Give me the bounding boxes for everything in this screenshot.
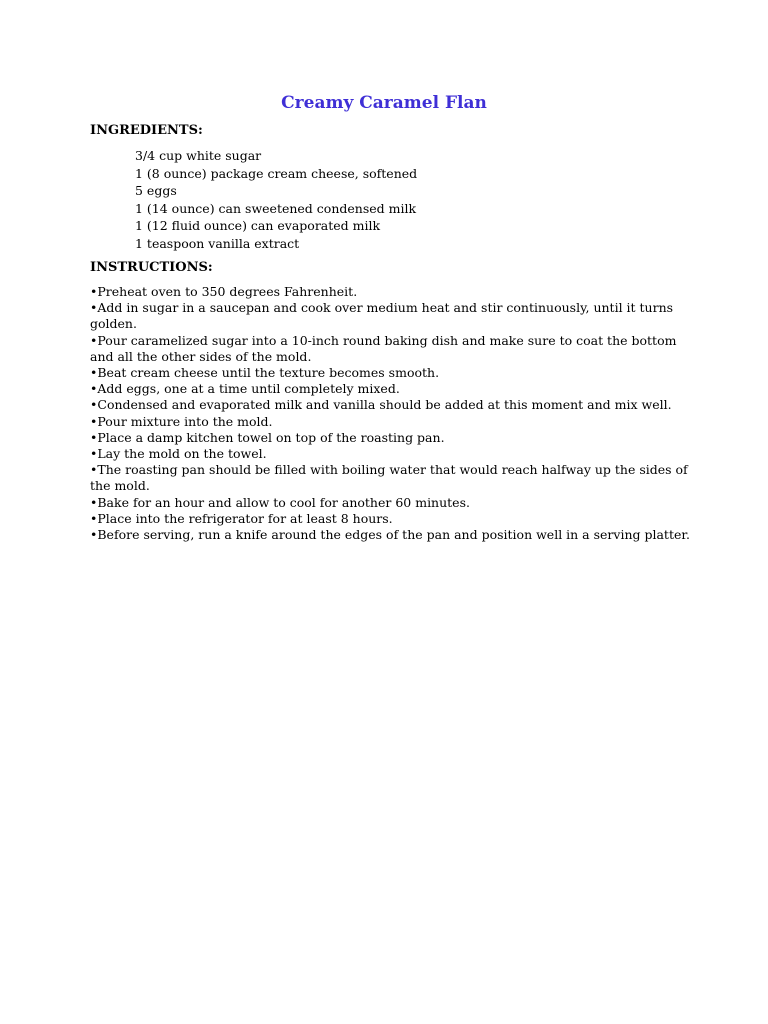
- recipe-title: Creamy Caramel Flan: [281, 93, 487, 113]
- ingredient-item: 1 (14 ounce) can sweetened condensed milk: [135, 200, 417, 216]
- instruction-step: • Before serving, run a knife around the edges of the pan and position well in a serving platter.: [90, 527, 690, 543]
- instructions-heading: INSTRUCTIONS:: [90, 260, 213, 275]
- ingredient-item: 5 eggs: [135, 183, 177, 198]
- instruction-step: • The roasting pan should be filled with boiling water that would reach halfway up the sides of the mold.: [90, 462, 690, 494]
- instruction-step: • Place a damp kitchen towel on top of the roasting pan.: [90, 430, 690, 446]
- ingredient-item: 1 teaspoon vanilla extract: [135, 235, 300, 251]
- instructions-list: [90, 284, 690, 543]
- ingredient-item: 1 (8 ounce) package cream cheese, softened: [135, 165, 418, 181]
- instruction-step: • Place into the refrigerator for at least 8 hours.: [90, 511, 690, 527]
- ingredients-list: [135, 147, 417, 252]
- instruction-step: • Preheat oven to 350 degrees Fahrenheit.: [90, 284, 690, 300]
- instruction-step: • Pour mixture into the mold.: [90, 414, 690, 430]
- ingredient-item: 1 (12 fluid ounce) can evaporated milk: [135, 218, 381, 233]
- ingredients-heading: INGREDIENTS:: [90, 123, 203, 138]
- instruction-step: • Beat cream cheese until the texture becomes smooth.: [90, 365, 690, 381]
- instruction-step: • Add eggs, one at a time until completely mixed.: [90, 381, 690, 397]
- instruction-step: • Condensed and evaporated milk and vanilla should be added at this moment and mix well.: [90, 397, 690, 413]
- instruction-step: • Lay the mold on the towel.: [90, 446, 690, 462]
- instruction-step: • Bake for an hour and allow to cool for another 60 minutes.: [90, 495, 690, 511]
- instruction-step: • Pour caramelized sugar into a 10-inch round baking dish and make sure to coat the bottom and all the other sides of the mold.: [90, 333, 690, 365]
- instruction-step: • Add in sugar in a saucepan and cook over medium heat and stir continuously, until it turns golden.: [90, 300, 690, 332]
- ingredient-item: 3/4 cup white sugar: [135, 148, 262, 163]
